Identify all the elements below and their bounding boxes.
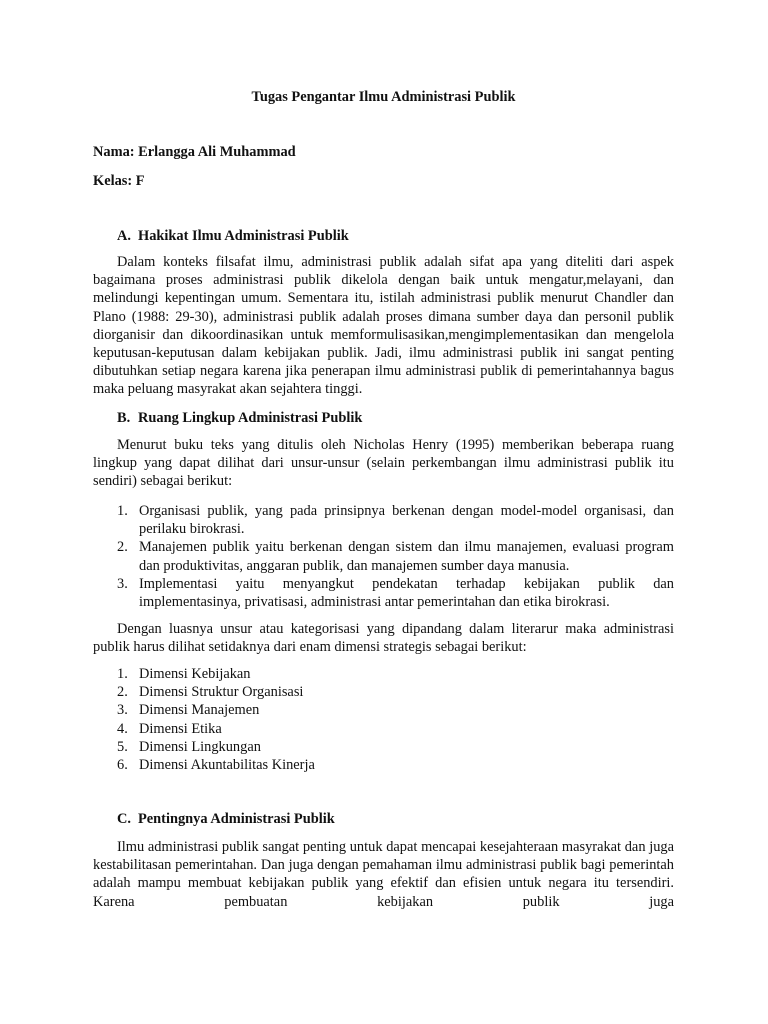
list-item: 4. Dimensi Etika [117, 720, 222, 737]
student-name: Nama: Erlangga Ali Muhammad [93, 144, 296, 160]
scope-list [93, 502, 674, 611]
section-a-paragraph: Dalam konteks filsafat ilmu, administrasi publik adalah sifat apa yang diteliti dari aspek bagaimana proses administrasi publik dikelola dengan baik untuk mengatur,melayani, dan melindungi kepentingan umum. Sementara itu, istilah administrasi publik menurut Chandler dan Plano (1988: 29-30), administrasi publik adalah proses dimana sumber daya dan personil publik diorganisir dan dikoordinasikan untuk memformulisasikan,mengimplementasikan dan mengelola keputusan-keputusan dalam kebijakan publik. Jadi, ilmu administrasi publik ini sangat penting dibutuhkan setiap negara karena jika penerapan ilmu administrasi publik di pemerintahannya bagus maka peluang masyrakat akan sejahtera tinggi. [93, 254, 674, 398]
student-class: Kelas: F [93, 173, 145, 189]
list-item: 2. Dimensi Struktur Organisasi [117, 684, 304, 701]
list-item: 1. Dimensi Kebijakan [117, 666, 251, 682]
section-c-paragraph: Ilmu administrasi publik sangat penting untuk dapat mencapai kesejahteraan masyrakat dan juga kestabilitasan pemerintahan. Dan juga dengan pemahaman ilmu administrasi publik bagi pemerintah adalah mampu membuat kebijakan publik yang efektif dan efisien untuk negara itu tersendiri. Karena pembuatan kebijakan publik juga [93, 839, 674, 910]
section-b-title: Ruang Lingkup Administrasi Publik [138, 410, 363, 426]
section-c-title: Pentingnya Administrasi Publik [138, 811, 335, 827]
section-b-heading [117, 409, 362, 427]
section-a-heading [117, 227, 349, 245]
section-b-paragraph-2: Dengan luasnya unsur atau kategorisasi yang dipandang dalam literarur maka administrasi publik harus dilihat setidaknya dari enam dimensi strategis sebagai berikut: [93, 621, 674, 656]
list-item: 2. Manajemen publik yaitu berkenan dengan sistem dan ilmu manajemen, evaluasi program dan produktivitas, anggaran publik, dan manajemen sumber daya manusia. [117, 539, 674, 574]
list-item: 5. Dimensi Lingkungan [117, 738, 261, 755]
section-b-paragraph: Menurut buku teks yang ditulis oleh Nicholas Henry (1995) memberikan beberapa ruang lingkup yang dapat dilihat dari unsur-unsur (selain perkembangan ilmu administrasi publik itu sendiri) sebagai berikut: [93, 437, 674, 490]
section-a-title: Hakikat Ilmu Administrasi Publik [138, 228, 349, 244]
section-c-letter: C. [117, 811, 131, 827]
section-b-letter: B. [117, 410, 131, 426]
section-c-heading [117, 810, 335, 828]
list-item: 3. Dimensi Manajemen [117, 702, 260, 719]
section-a-letter: A. [117, 228, 131, 244]
dimension-list [93, 665, 674, 774]
list-item: 6. Dimensi Akuntabilitas Kinerja [117, 757, 315, 774]
document-title: Tugas Pengantar Ilmu Administrasi Publik [251, 89, 516, 105]
list-item: 3. Implementasi yaitu menyangkut pendekatan terhadap kebijakan publik dan implementasinya, privatisasi, administrasi antar pemerintahan dan etika birokrasi. [117, 575, 674, 611]
list-item: 1. Organisasi publik, yang pada prinsipnya berkenan dengan model-model organisasi, dan perilaku birokrasi. [117, 503, 674, 538]
